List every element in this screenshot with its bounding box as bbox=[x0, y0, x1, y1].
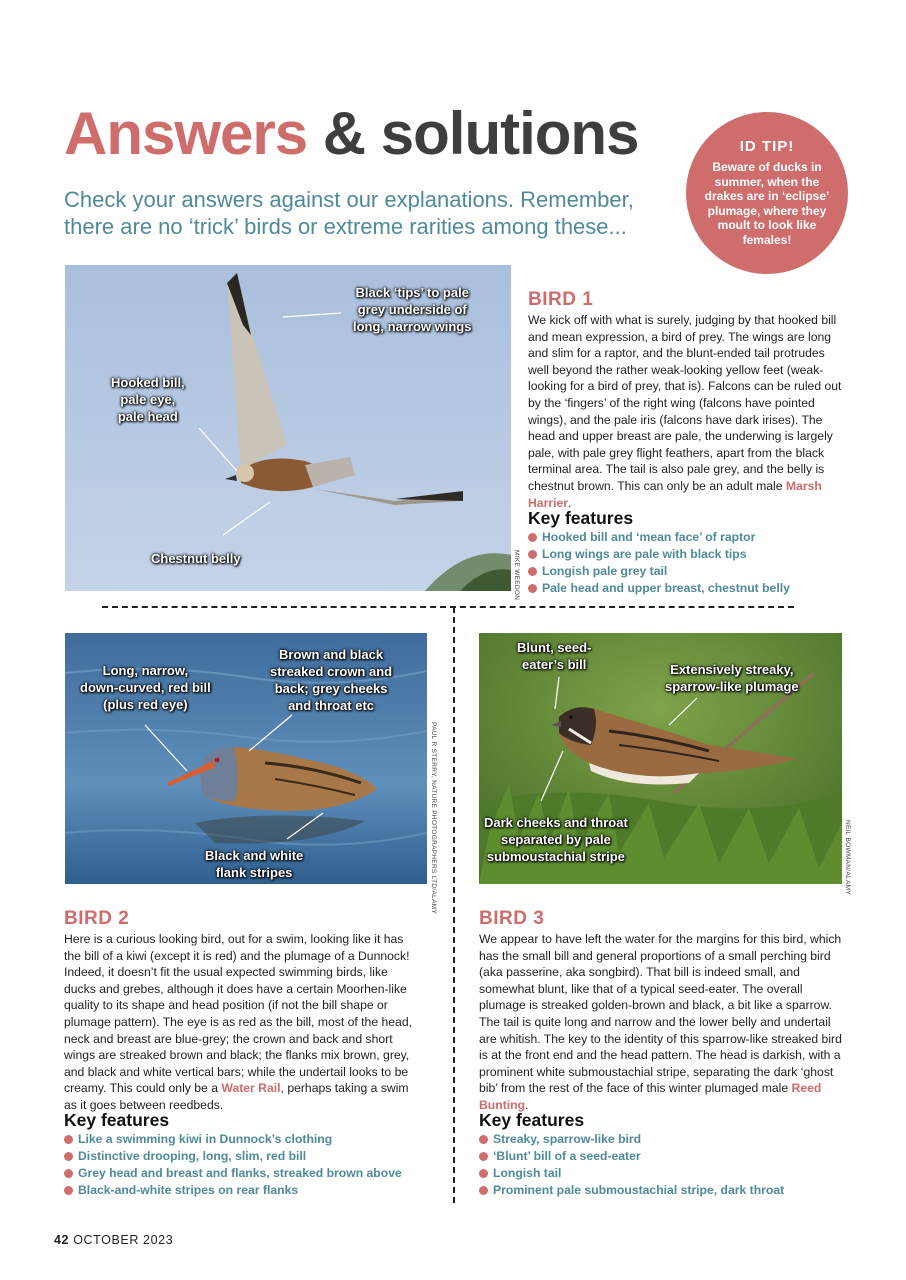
horizontal-divider bbox=[102, 606, 794, 608]
key-feature-item: Longish tail bbox=[479, 1165, 784, 1182]
bird3-text-end: . bbox=[525, 1097, 529, 1112]
bird3-label-cheeks: Dark cheeks and throat separated by pale submoustachial stripe bbox=[484, 815, 628, 864]
id-tip-heading: ID TIP! bbox=[739, 138, 795, 155]
bird2-key-features-heading: Key features bbox=[64, 1110, 170, 1130]
key-feature-item: Long wings are pale with black tips bbox=[528, 546, 790, 563]
bird3-text bbox=[479, 931, 845, 1114]
id-tip-badge bbox=[686, 112, 848, 274]
page-title bbox=[64, 100, 639, 167]
issue-date: OCTOBER 2023 bbox=[73, 1233, 174, 1247]
bird2-photo-credit: PAUL R STERRY, NATURE PHOTOGRAPHERS LTD/ALAMY bbox=[430, 722, 437, 915]
bird1-label-wing-tips: Black ‘tips’ to pale grey underside of long, narrow wings bbox=[353, 285, 472, 334]
bird3-label-bill: Blunt, seed- eater’s bill bbox=[517, 640, 592, 672]
key-feature-item: Like a swimming kiwi in Dunnock’s clothing bbox=[64, 1131, 402, 1148]
bird1-text-end: . bbox=[567, 495, 572, 510]
bird1-heading: BIRD 1 bbox=[528, 289, 594, 310]
bird1-photo-credit: MIKE WEEDON bbox=[513, 550, 520, 601]
id-tip-text: Beware of ducks in summer, when the drakes are in ‘eclipse’ plumage, where they moult to look like females! bbox=[704, 160, 830, 247]
key-feature-item: Longish pale grey tail bbox=[528, 563, 790, 580]
vertical-divider bbox=[453, 607, 455, 1203]
bird2-photo bbox=[65, 633, 427, 884]
bird1-text-body: We kick off with what is surely, judging by that hooked bill and mean expression, a bird of prey. The wings are long and slim for a raptor, and the blunt-ended tail protrudes well beyond the rather weak-looking yellow feet (weak-looking for a bird of prey, that is). Falcons can be ruled out by the ‘fingers’ of the right wing (falcons have pointed wings), and the pale iris (falcons have dark irises). The head and upper breast are pale, the underwing is largely pale, with pale grey flight feathers, apart from the black terminal area. The tail is also pale grey, and the belly is chestnut brown. This can only be an adult male bbox=[528, 313, 842, 493]
key-feature-item: Streaky, sparrow-like bird bbox=[479, 1131, 784, 1148]
key-feature-item: Black-and-white stripes on rear flanks bbox=[64, 1182, 402, 1199]
bird2-text-end: , perhaps taking a swim as it goes between reedbeds. bbox=[64, 1081, 409, 1112]
bird2-label-bill: Long, narrow, down-curved, red bill (plus red eye) bbox=[80, 663, 211, 712]
bird3-answer: Reed Bunting bbox=[479, 1081, 822, 1112]
key-feature-item: Hooked bill and ‘mean face’ of raptor bbox=[528, 529, 790, 546]
key-feature-item: Pale head and upper breast, chestnut belly bbox=[528, 580, 790, 597]
bird1-text bbox=[528, 312, 843, 511]
bird3-text-body: We appear to have left the water for the margins for this bird, which has the small bill and general proportions of a small perching bird (aka passerine, aka songbird). That bill is indeed small, and somewhat blunt, like that of a typical seed-eater. The overall plumage is streaked golden-brown and black, a bit like a sparrow. The tail is quite long and narrow and the lower belly and undertail are whitish. The key to the identity of this sparrow-like streaked bird is at the front end and the head pattern. The head is darkish, with a prominent white submoustachial stripe, separating the dark ‘ghost bib’ from the rest of the face of this winter plumaged male bbox=[479, 932, 842, 1096]
bird2-text-body: Here is a curious looking bird, out for a swim, looking like it has the bill of a kiwi (except it is red) and the plumage of a Dunnock! Indeed, it doesn’t fit the usual expected swimming birds, like ducks and grebes, although it does have a certain Moorhen-like quality to its shape and head position (if not the bill shape or plumage pattern). The eye is as red as the bill, most of the head, neck and breast are blue-grey; the crown and back and short wings are streaked brown and black; the flanks mix brown, grey, and black and white vertical bars; while the undertail looks to be creamy. This could only be a bbox=[64, 932, 412, 1096]
bird3-photo-credit: NEIL BOWMAN/ALAMY bbox=[844, 820, 851, 895]
bird2-answer: Water Rail bbox=[221, 1081, 281, 1096]
bird3-key-features-list bbox=[479, 1131, 784, 1199]
key-feature-item: Distinctive drooping, long, slim, red bill bbox=[64, 1148, 402, 1165]
bird2-key-features-list bbox=[64, 1131, 402, 1199]
bird1-photo bbox=[65, 265, 511, 591]
bird2-text bbox=[64, 931, 422, 1114]
bird3-key-features-heading: Key features bbox=[479, 1110, 585, 1130]
bird1-key-features-heading: Key features bbox=[528, 508, 634, 528]
intro-text: Check your answers against our explanations. Remember, there are no ‘trick’ birds or extreme rarities among these... bbox=[64, 187, 634, 239]
bird1-label-belly: Chestnut belly bbox=[151, 551, 241, 566]
bird1-label-bill: Hooked bill, pale eye, pale head bbox=[111, 375, 185, 424]
bird1-key-features-list bbox=[528, 529, 790, 597]
bird1-answer: Marsh Harrier bbox=[528, 478, 822, 510]
title-solutions: & solutions bbox=[322, 100, 639, 167]
bird3-heading: BIRD 3 bbox=[479, 908, 545, 929]
bird3-photo bbox=[479, 633, 842, 884]
bird2-heading: BIRD 2 bbox=[64, 908, 130, 929]
title-answers: Answers bbox=[64, 100, 308, 167]
key-feature-item: Grey head and breast and flanks, streaked brown above bbox=[64, 1165, 402, 1182]
bird2-label-crown: Brown and black streaked crown and back; grey cheeks and throat etc bbox=[270, 647, 393, 713]
bird2-label-flank: Black and white flank stripes bbox=[205, 848, 304, 880]
key-feature-item: ‘Blunt’ bill of a seed-eater bbox=[479, 1148, 784, 1165]
bird3-label-streaky: Extensively streaky, sparrow-like plumage bbox=[665, 662, 799, 694]
page-number: 42 bbox=[54, 1233, 70, 1247]
page-footer bbox=[54, 1233, 173, 1247]
key-feature-item: Prominent pale submoustachial stripe, dark throat bbox=[479, 1182, 784, 1199]
